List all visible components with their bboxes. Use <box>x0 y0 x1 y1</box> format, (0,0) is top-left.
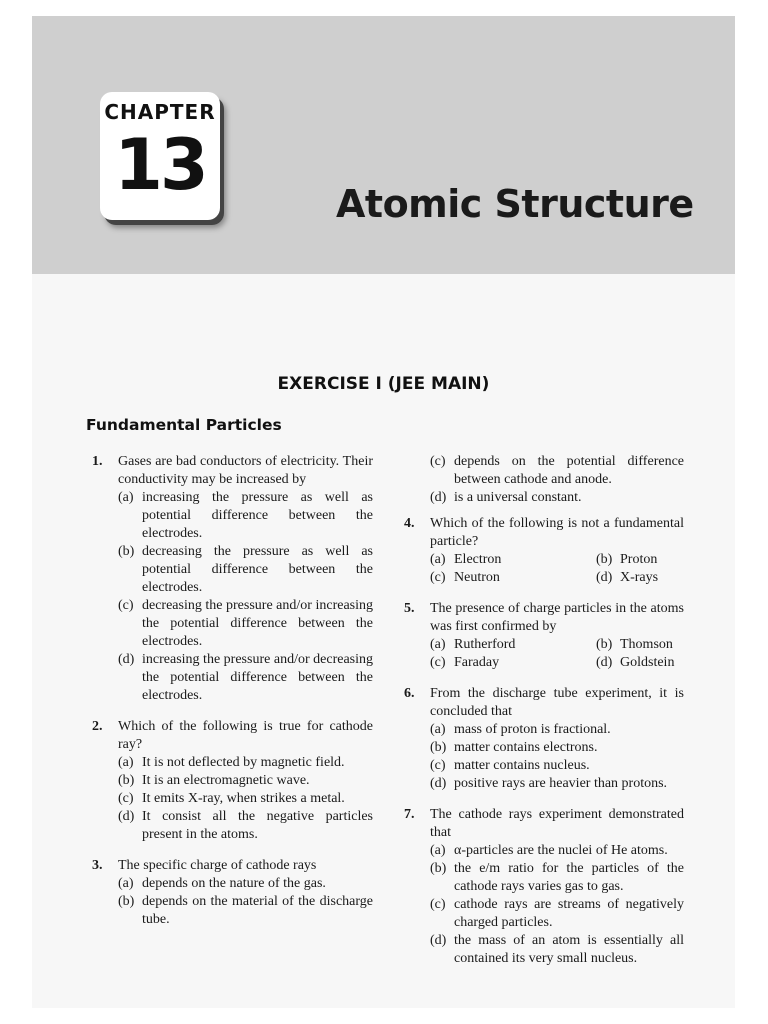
option-label: (b) <box>596 552 613 567</box>
option-b <box>430 739 684 757</box>
question-2 <box>90 718 373 844</box>
option-b <box>596 551 684 569</box>
option-text: decreasing the pressure as well as potential difference between the electrodes. <box>142 544 373 595</box>
option-b <box>118 543 373 597</box>
option-a <box>118 754 373 772</box>
question-text: Gases are bad conductors of electricity. Their conductivity may be increased by <box>118 454 373 487</box>
option-text: cathode rays are streams of negatively charged particles. <box>454 897 684 930</box>
option-d <box>430 932 684 968</box>
option-text: matter contains nucleus. <box>454 758 590 773</box>
option-c <box>430 757 684 775</box>
option-label: (c) <box>430 897 446 912</box>
option-label: (a) <box>430 722 446 737</box>
option-label: (c) <box>118 598 134 613</box>
option-text: Thomson <box>620 637 673 652</box>
question-text: From the discharge tube experiment, it is concluded that <box>430 686 684 719</box>
option-a <box>430 721 684 739</box>
question-text: The cathode rays experiment demonstrated that <box>430 807 684 840</box>
option-a <box>430 551 596 569</box>
question-number: 5. <box>404 601 415 616</box>
option-text: Proton <box>620 552 658 567</box>
option-text: decreasing the pressure and/or increasing the potential difference between the electrodes. <box>142 598 373 649</box>
option-text: Neutron <box>454 570 500 585</box>
chapter-label: CHAPTER <box>104 100 216 124</box>
option-label: (b) <box>118 894 135 909</box>
chapter-number: 13 <box>114 124 206 206</box>
option-b <box>118 893 373 929</box>
question-number: 7. <box>404 807 415 822</box>
option-c <box>430 453 684 489</box>
option-d <box>118 808 373 844</box>
option-label: (d) <box>596 570 613 585</box>
option-text: It is not deflected by magnetic field. <box>142 755 345 770</box>
question-text: Which of the following is not a fundamental particle? <box>430 516 684 549</box>
option-text: depends on the material of the discharge tube. <box>142 894 373 927</box>
option-label: (d) <box>430 933 447 948</box>
option-text: increasing the pressure as well as potential difference between the electrodes. <box>142 490 373 541</box>
option-text: positive rays are heavier than protons. <box>454 776 668 791</box>
question-text: Which of the following is true for cathode ray? <box>118 719 373 752</box>
option-text: is a universal constant. <box>454 490 582 505</box>
option-a <box>118 875 373 893</box>
option-d <box>430 489 684 507</box>
option-text: α-particles are the nuclei of He atoms. <box>454 843 668 858</box>
option-text: the e/m ratio for the particles of the cathode rays varies gas to gas. <box>454 861 684 894</box>
option-label: (a) <box>118 490 134 505</box>
question-5 <box>402 600 684 672</box>
option-label: (b) <box>118 773 135 788</box>
option-label: (a) <box>430 843 446 858</box>
question-number: 1. <box>92 454 103 469</box>
option-label: (b) <box>430 861 447 876</box>
left-column <box>90 453 373 942</box>
question-number: 6. <box>404 686 415 701</box>
chapter-title: Atomic Structure <box>336 182 694 226</box>
option-text: mass of proton is fractional. <box>454 722 611 737</box>
question-number: 2. <box>92 719 103 734</box>
option-text: depends on the potential difference between cathode and anode. <box>454 454 684 487</box>
option-c <box>430 569 596 587</box>
option-text: the mass of an atom is essentially all contained its very small nucleus. <box>454 933 684 966</box>
option-text: It consist all the negative particles present in the atoms. <box>142 809 373 842</box>
section-title: Fundamental Particles <box>86 416 282 434</box>
option-d <box>596 569 684 587</box>
option-text: depends on the nature of the gas. <box>142 876 326 891</box>
option-label: (a) <box>430 552 446 567</box>
option-text: It is an electromagnetic wave. <box>142 773 310 788</box>
option-label: (a) <box>118 755 134 770</box>
option-c <box>430 896 684 932</box>
option-label: (c) <box>118 791 134 806</box>
option-b <box>118 772 373 790</box>
option-a <box>430 636 596 654</box>
option-text: It emits X-ray, when strikes a metal. <box>142 791 345 806</box>
option-a <box>430 842 684 860</box>
option-text: Rutherford <box>454 637 516 652</box>
page <box>32 16 735 1008</box>
options-grid <box>430 636 684 672</box>
question-text: The presence of charge particles in the atoms was first confirmed by <box>430 601 684 634</box>
question-3 <box>90 857 373 929</box>
chapter-badge <box>100 92 220 220</box>
question-text: The specific charge of cathode rays <box>118 858 317 873</box>
option-label: (d) <box>118 809 135 824</box>
option-d <box>596 654 684 672</box>
option-b <box>430 860 684 896</box>
option-text: X-rays <box>620 570 659 585</box>
option-label: (d) <box>118 652 135 667</box>
chapter-banner <box>32 16 735 274</box>
option-label: (c) <box>430 570 446 585</box>
question-4 <box>402 515 684 587</box>
option-text: Electron <box>454 552 502 567</box>
option-text: increasing the pressure and/or decreasing the potential difference between the electrodes. <box>142 652 373 703</box>
option-a <box>118 489 373 543</box>
options-grid <box>430 551 684 587</box>
question-number: 3. <box>92 858 103 873</box>
option-label: (d) <box>430 490 447 505</box>
option-text: matter contains electrons. <box>454 740 598 755</box>
question-3-continued <box>402 453 684 507</box>
option-label: (b) <box>118 544 135 559</box>
option-text: Goldstein <box>620 655 675 670</box>
option-c <box>118 597 373 651</box>
question-6 <box>402 685 684 793</box>
option-label: (b) <box>430 740 447 755</box>
question-1 <box>90 453 373 705</box>
question-number: 4. <box>404 516 415 531</box>
question-7 <box>402 806 684 968</box>
option-d <box>118 651 373 705</box>
option-label: (a) <box>118 876 134 891</box>
option-label: (c) <box>430 454 446 469</box>
option-label: (c) <box>430 655 446 670</box>
option-label: (a) <box>430 637 446 652</box>
option-c <box>118 790 373 808</box>
option-d <box>430 775 684 793</box>
option-b <box>596 636 684 654</box>
option-label: (c) <box>430 758 446 773</box>
exercise-title: EXERCISE I (JEE MAIN) <box>277 374 490 394</box>
option-text: Faraday <box>454 655 500 670</box>
option-c <box>430 654 596 672</box>
option-label: (d) <box>596 655 613 670</box>
right-column <box>402 453 684 981</box>
option-label: (b) <box>596 637 613 652</box>
option-label: (d) <box>430 776 447 791</box>
